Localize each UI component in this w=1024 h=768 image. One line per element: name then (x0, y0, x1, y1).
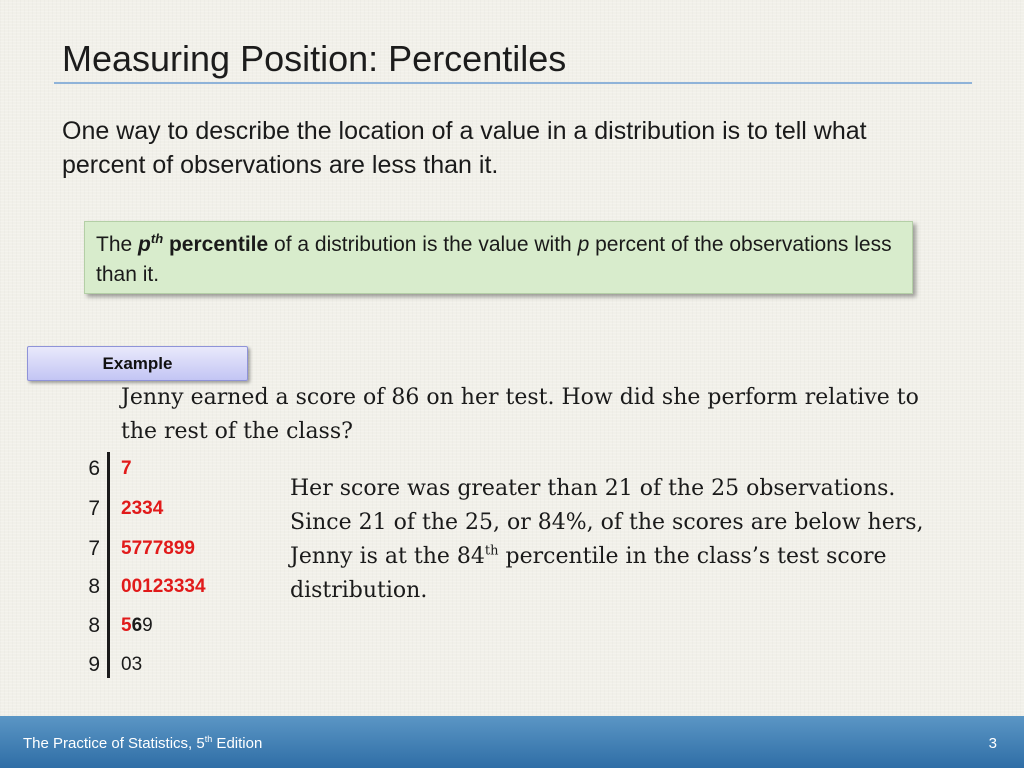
definition-p2: p (577, 233, 590, 256)
footer-book: The Practice of Statistics, 5 (23, 735, 205, 752)
leaves (121, 498, 163, 520)
definition-th: th (150, 231, 164, 246)
intro-text: One way to describe the location of a value in a distribution is to tell what percent of observations are less than it. (62, 117, 867, 179)
title-divider (54, 82, 972, 84)
definition-p: p (138, 233, 151, 256)
footer-th: th (204, 734, 213, 744)
answer-th: th (484, 543, 499, 559)
leaves-red: 00123334 (121, 576, 206, 597)
leaves-plain: 9 (142, 615, 153, 636)
stem: 8 (88, 575, 100, 598)
leaves (121, 654, 142, 676)
leaves-plain: 03 (121, 654, 143, 675)
example-label: Example (27, 346, 248, 381)
leaves-red: 5777899 (121, 538, 195, 559)
stem: 8 (88, 614, 100, 637)
definition-text-2: percent of the observations less than it. (96, 233, 892, 286)
footer-edition: Edition (212, 735, 263, 752)
slide-title: Measuring Position: Percentiles (62, 38, 567, 79)
stem: 9 (88, 653, 100, 676)
leaves-bold: 6 (131, 615, 143, 636)
example-answer (290, 472, 940, 608)
stem: 6 (88, 457, 100, 480)
leaves (121, 615, 153, 637)
stem: 7 (88, 497, 100, 520)
definition-box (84, 221, 913, 294)
stemplot-divider (107, 452, 110, 678)
leaves (121, 458, 132, 480)
example-question: Jenny earned a score of 86 on her test. How did she perform relative to the rest of the class? (121, 385, 919, 444)
definition-term: percentile (168, 233, 269, 256)
leaves-red: 7 (121, 458, 132, 479)
leaves-red: 2334 (121, 498, 164, 519)
page-number: 3 (988, 735, 997, 752)
footer-book-title (23, 735, 262, 752)
answer-text-2: percentile in the class’s test score distribution. (290, 544, 887, 603)
leaves-red: 5 (121, 615, 132, 636)
answer-text-1: Her score was greater than 21 of the 25 observations. Since 21 of the 25, or 84%, of the scores are below hers, Jenny is at the 84 (290, 476, 924, 569)
definition-text-1: of a distribution is the value with (274, 233, 572, 256)
stem: 7 (88, 537, 100, 560)
leaves (121, 538, 195, 560)
leaves (121, 576, 206, 598)
definition-the: The (96, 233, 133, 256)
